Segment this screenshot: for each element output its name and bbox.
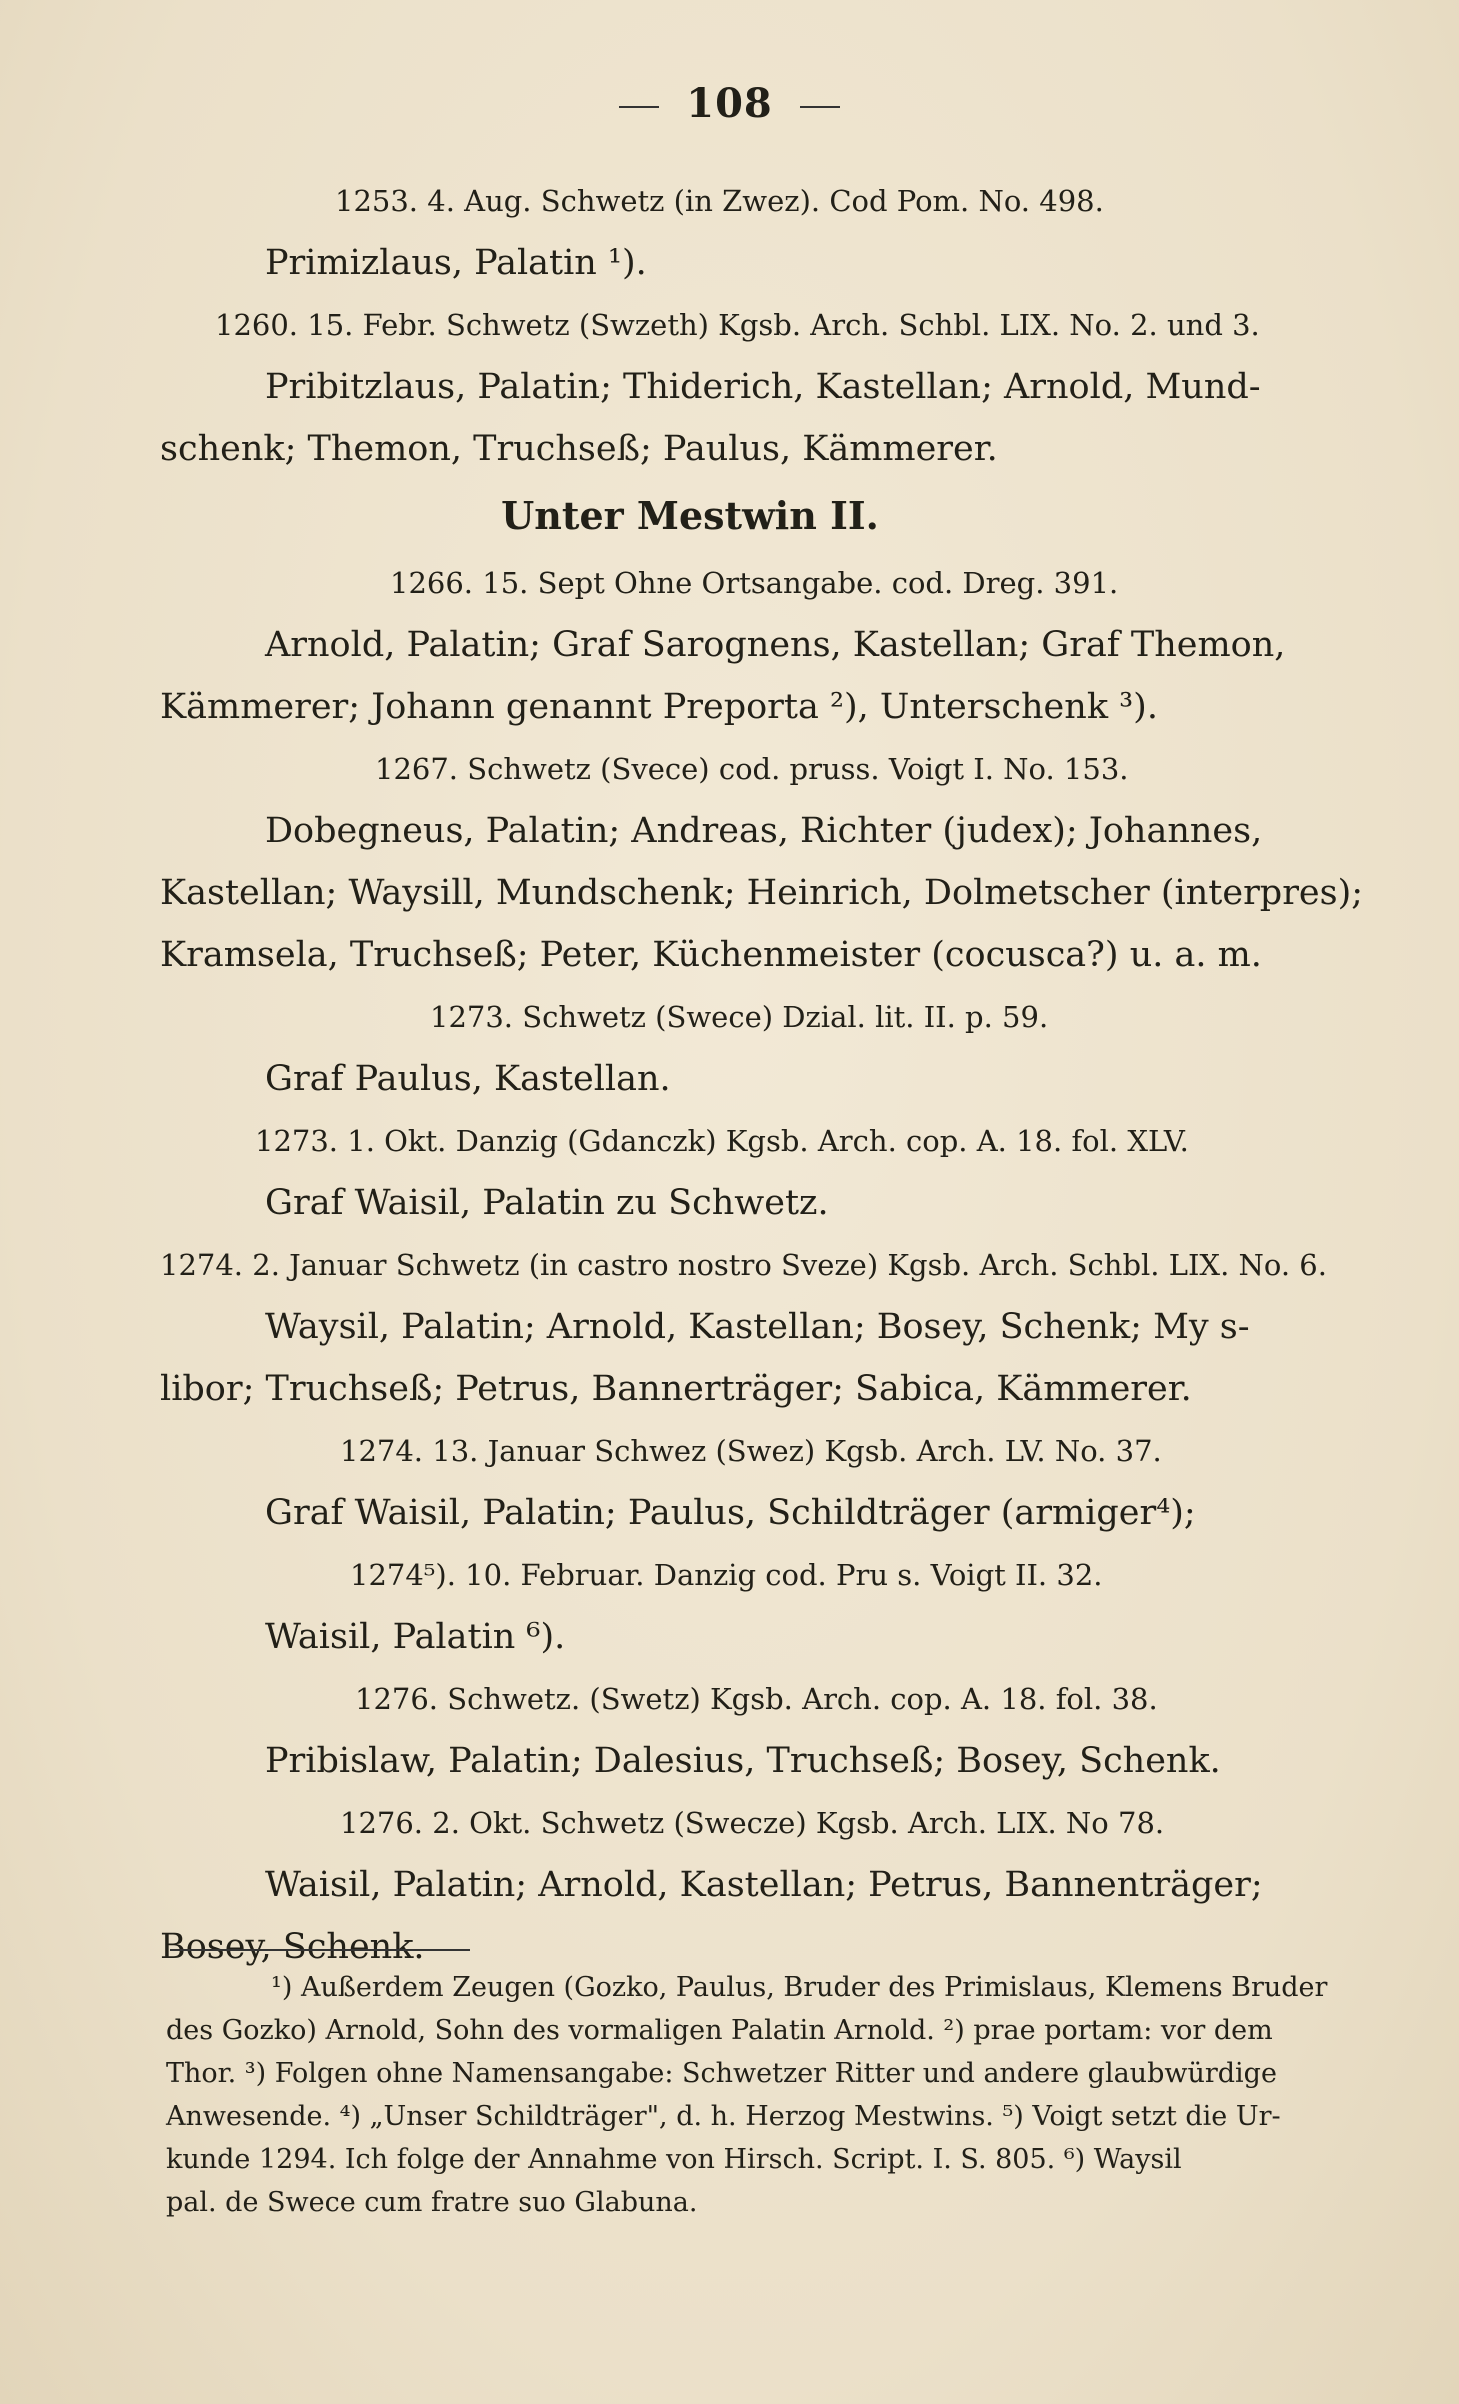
names-line: Kämmerer; Johann genannt Preporta ²), Unterschenk ³). xyxy=(160,687,1158,727)
footnote-line: pal. de Swece cum fratre suo Glabuna. xyxy=(166,2187,698,2218)
names-line: Arnold, Palatin; Graf Sarognens, Kastellan; Graf Themon, xyxy=(265,625,1286,665)
names-line: Pribitzlaus, Palatin; Thiderich, Kastellan; Arnold, Mund- xyxy=(265,367,1261,407)
citation-line: 1273. 1. Okt. Danzig (Gdanczk) Kgsb. Arch. cop. A. 18. fol. XLV. xyxy=(255,1124,1189,1158)
names-line: Bosey, Schenk. xyxy=(160,1927,425,1967)
names-line: Pribislaw, Palatin; Dalesius, Truchseß; Bosey, Schenk. xyxy=(265,1741,1221,1781)
document-body xyxy=(160,170,1400,1978)
names-line: Kastellan; Waysill, Mundschenk; Heinrich, Dolmetscher (interpres); xyxy=(160,873,1364,913)
names-line: libor; Truchseß; Petrus, Bannerträger; Sabica, Kämmerer. xyxy=(160,1369,1192,1409)
citation-line: 1253. 4. Aug. Schwetz (in Zwez). Cod Pom. No. 498. xyxy=(335,184,1104,218)
citation-line: 1266. 15. Sept Ohne Ortsangabe. cod. Dreg. 391. xyxy=(390,566,1119,600)
names-line: schenk; Themon, Truchseß; Paulus, Kämmerer. xyxy=(160,429,998,469)
names-line: Graf Paulus, Kastellan. xyxy=(265,1059,671,1099)
names-line: Primizlaus, Palatin ¹). xyxy=(265,243,647,283)
names-line: Waysil, Palatin; Arnold, Kastellan; Bosey, Schenk; My s- xyxy=(265,1307,1250,1347)
citation-line: 1276. Schwetz. (Swetz) Kgsb. Arch. cop. A. 18. fol. 38. xyxy=(355,1682,1158,1716)
page-header xyxy=(0,80,1459,127)
footnotes xyxy=(166,1966,1406,2224)
citation-line: 1273. Schwetz (Swece) Dzial. lit. II. p. 59. xyxy=(430,1000,1049,1034)
names-line: Kramsela, Truchseß; Peter, Küchenmeister (cocusca?) u. a. m. xyxy=(160,935,1262,975)
citation-line: 1274⁵). 10. Februar. Danzig cod. Pru s. Voigt II. 32. xyxy=(350,1558,1103,1592)
citation-line: 1276. 2. Okt. Schwetz (Swecze) Kgsb. Arch. LIX. No 78. xyxy=(340,1806,1165,1840)
footnote-line: ¹) Außerdem Zeugen (Gozko, Paulus, Bruder des Primislaus, Klemens Bruder xyxy=(271,1972,1328,2003)
citation-line: 1260. 15. Febr. Schwetz (Swzeth) Kgsb. Arch. Schbl. LIX. No. 2. und 3. xyxy=(215,308,1260,342)
names-line: Waisil, Palatin ⁶). xyxy=(265,1617,566,1657)
names-line: Waisil, Palatin; Arnold, Kastellan; Petrus, Bannenträger; xyxy=(265,1865,1263,1905)
header-rule-left xyxy=(619,106,659,108)
footnote-line: Thor. ³) Folgen ohne Namensangabe: Schwetzer Ritter und andere glaubwürdige xyxy=(166,2058,1277,2089)
footnote-line: des Gozko) Arnold, Sohn des vormaligen Palatin Arnold. ²) prae portam: vor dem xyxy=(166,2015,1273,2046)
page-number: 108 xyxy=(686,80,773,127)
footnote-rule xyxy=(170,1949,470,1951)
citation-line: 1267. Schwetz (Svece) cod. pruss. Voigt I. No. 153. xyxy=(375,752,1129,786)
footnote-line: kunde 1294. Ich folge der Annahme von Hirsch. Script. I. S. 805. ⁶) Waysil xyxy=(166,2144,1182,2175)
footnote-line: Anwesende. ⁴) „Unser Schildträger", d. h. Herzog Mestwins. ⁵) Voigt setzt die Ur- xyxy=(166,2101,1281,2132)
names-line: Graf Waisil, Palatin zu Schwetz. xyxy=(265,1183,829,1223)
header-rule-right xyxy=(800,106,840,108)
section-heading: Unter Mestwin II. xyxy=(501,493,879,538)
citation-line: 1274. 13. Januar Schwez (Swez) Kgsb. Arch. LV. No. 37. xyxy=(340,1434,1162,1468)
names-line: Graf Waisil, Palatin; Paulus, Schildträger (armiger⁴); xyxy=(265,1493,1196,1533)
names-line: Dobegneus, Palatin; Andreas, Richter (judex); Johannes, xyxy=(265,811,1263,851)
citation-line: 1274. 2. Januar Schwetz (in castro nostro Sveze) Kgsb. Arch. Schbl. LIX. No. 6. xyxy=(160,1248,1327,1282)
